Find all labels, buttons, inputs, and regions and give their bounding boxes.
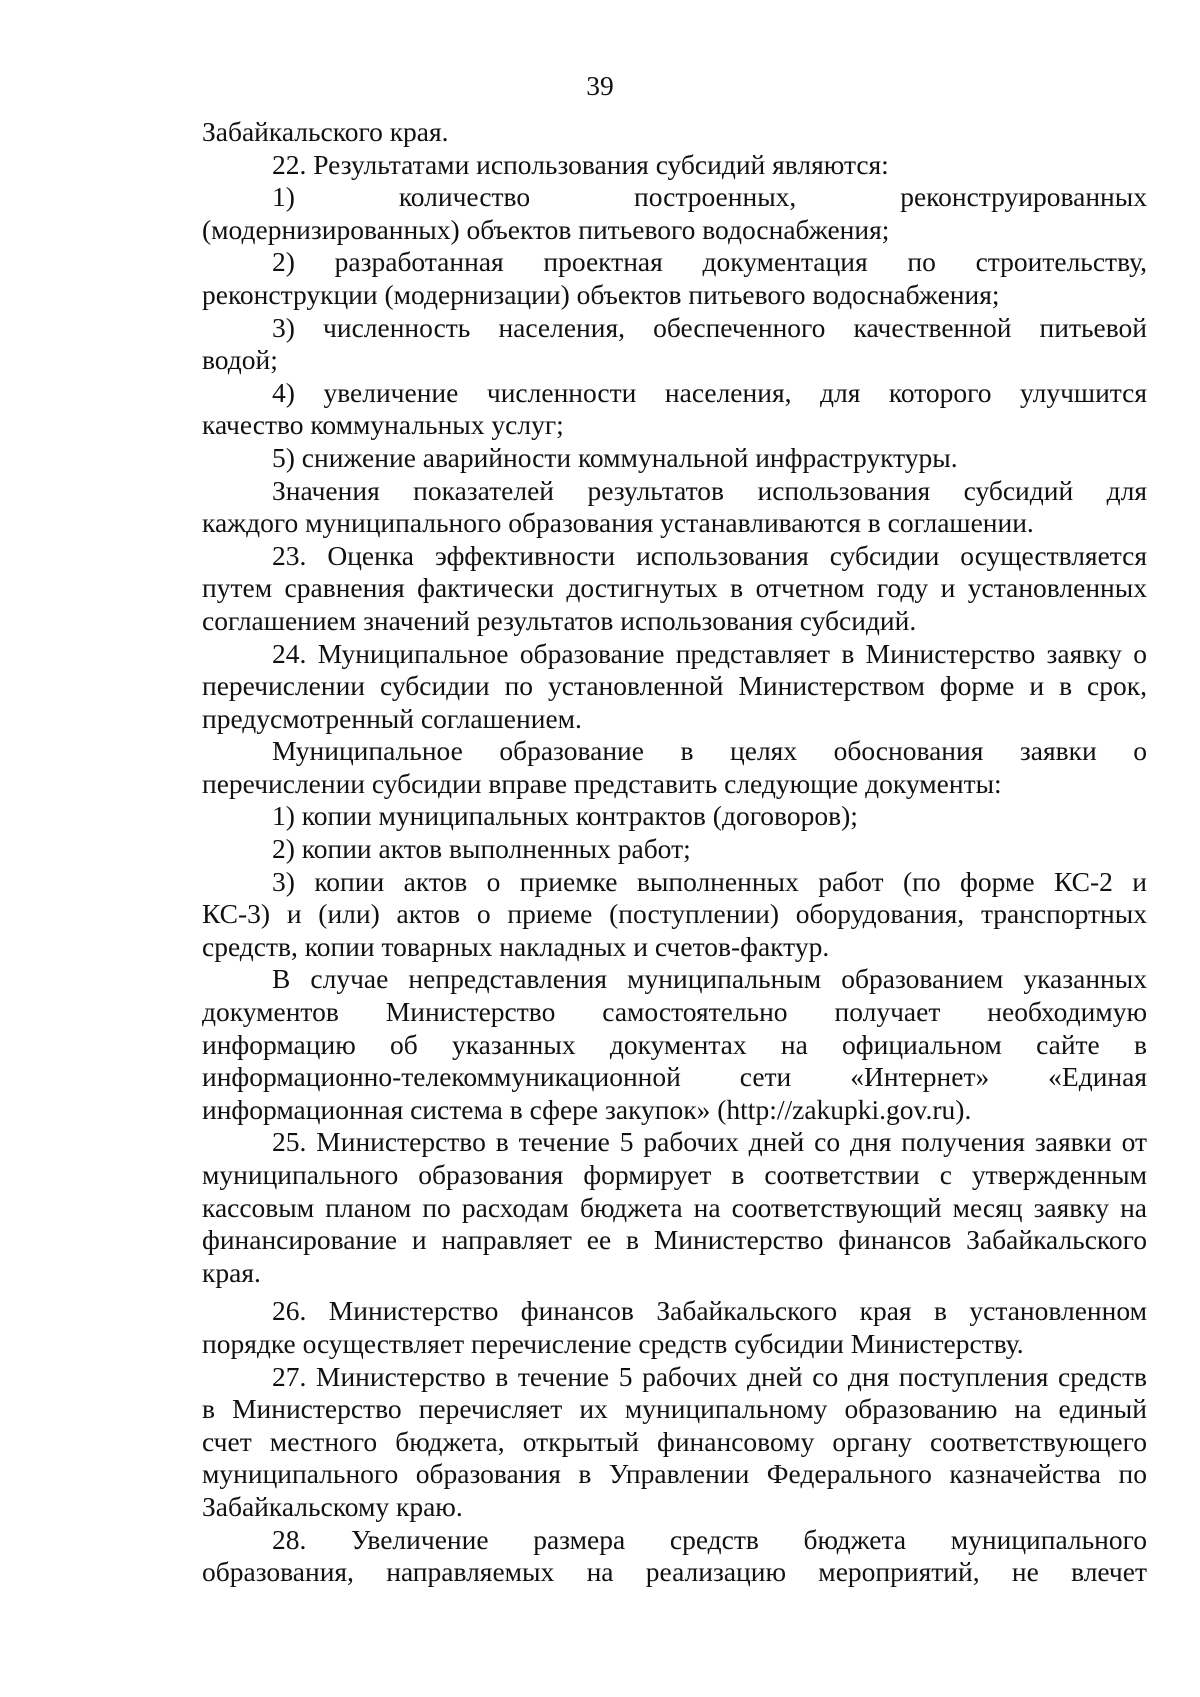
text-line: реконструкции (модернизации) объектов питьевого водоснабжения;: [202, 278, 1000, 310]
text-line: 27. Министерство в течение 5 рабочих дней со дня поступления средств: [272, 1360, 1147, 1392]
text-line: Забайкальскому краю.: [202, 1490, 463, 1522]
text-line: 28. Увеличение размера средств бюджета муниципального: [272, 1523, 1147, 1555]
text-line: качество коммунальных услуг;: [202, 409, 564, 441]
text-line: кассовым планом по расходам бюджета на соответствующий месяц заявку на: [202, 1191, 1147, 1223]
text-line: 4) увеличение численности населения, для которого улучшится: [272, 376, 1147, 408]
text-line: муниципального образования в Управлении Федерального казначейства по: [202, 1458, 1147, 1490]
text-line: (модернизированных) объектов питьевого водоснабжения;: [202, 213, 890, 245]
text-line: Забайкальского края.: [202, 116, 449, 147]
text-line: образования, направляемых на реализацию мероприятий, не влечет: [202, 1556, 1147, 1588]
text-line: информационная система в сфере закупок» (http://zakupki.gov.ru).: [202, 1093, 972, 1125]
text-line: КС-3) и (или) актов о приеме (поступлении) оборудования, транспортных: [202, 898, 1147, 930]
text-line: 1) количество построенных, реконструированных: [272, 181, 1147, 213]
text-line: 2) копии актов выполненных работ;: [272, 833, 691, 865]
text-line: 5) снижение аварийности коммунальной инфраструктуры.: [272, 441, 958, 473]
text-line: 23. Оценка эффективности использования субсидии осуществляется: [272, 539, 1147, 571]
text-line: в Министерство перечисляет их муниципальному образованию на единый: [202, 1393, 1147, 1425]
text-line: средств, копии товарных накладных и счетов-фактур.: [202, 930, 830, 962]
text-line: путем сравнения фактически достигнутых в отчетном году и установленных: [202, 572, 1147, 604]
text-line: перечислении субсидии вправе представить следующие документы:: [202, 767, 1002, 799]
text-line: перечислении субсидии по установленной Министерством форме и в срок,: [202, 670, 1147, 702]
document-body: [202, 116, 1147, 1589]
text-line: 22. Результатами использования субсидий являются:: [272, 148, 889, 180]
text-line: муниципального образования формирует в соответствии с утвержденным: [202, 1159, 1147, 1190]
text-line: 1) копии муниципальных контрактов (договоров);: [272, 800, 858, 832]
text-line: 2) разработанная проектная документация по строительству,: [272, 246, 1147, 278]
text-line: соглашением значений результатов использования субсидий.: [202, 604, 917, 636]
text-line: Значения показателей результатов использования субсидий для: [272, 474, 1147, 506]
text-line: финансирование и направляет ее в Министерство финансов Забайкальского: [202, 1224, 1147, 1256]
text-line: порядке осуществляет перечисление средств субсидии Министерству.: [202, 1327, 1024, 1359]
text-line: водой;: [202, 344, 278, 376]
text-line: информационно-телекоммуникационной сети «Интернет» «Единая: [202, 1061, 1147, 1093]
text-line: предусмотренный соглашением.: [202, 702, 582, 734]
text-line: информацию об указанных документах на официальном сайте в: [202, 1028, 1147, 1060]
text-line: 25. Министерство в течение 5 рабочих дней со дня получения заявки от: [272, 1126, 1147, 1158]
text-line: Муниципальное образование в целях обоснования заявки о: [272, 735, 1147, 767]
text-line: 24. Муниципальное образование представляет в Министерство заявку о: [272, 637, 1147, 669]
text-line: документов Министерство самостоятельно получает необходимую: [202, 996, 1147, 1028]
text-line: 26. Министерство финансов Забайкальского края в установленном: [272, 1295, 1147, 1327]
text-line: края.: [202, 1256, 261, 1288]
text-line: В случае непредставления муниципальным образованием указанных: [272, 963, 1147, 995]
text-line: 3) копии актов о приемке выполненных работ (по форме КС-2 и: [272, 865, 1147, 897]
text-line: счет местного бюджета, открытый финансовому органу соответствующего: [202, 1425, 1147, 1457]
text-line: каждого муниципального образования устанавливаются в соглашении.: [202, 507, 1034, 539]
page-number: 39: [586, 70, 614, 101]
text-line: 3) численность населения, обеспеченного качественной питьевой: [272, 311, 1147, 343]
